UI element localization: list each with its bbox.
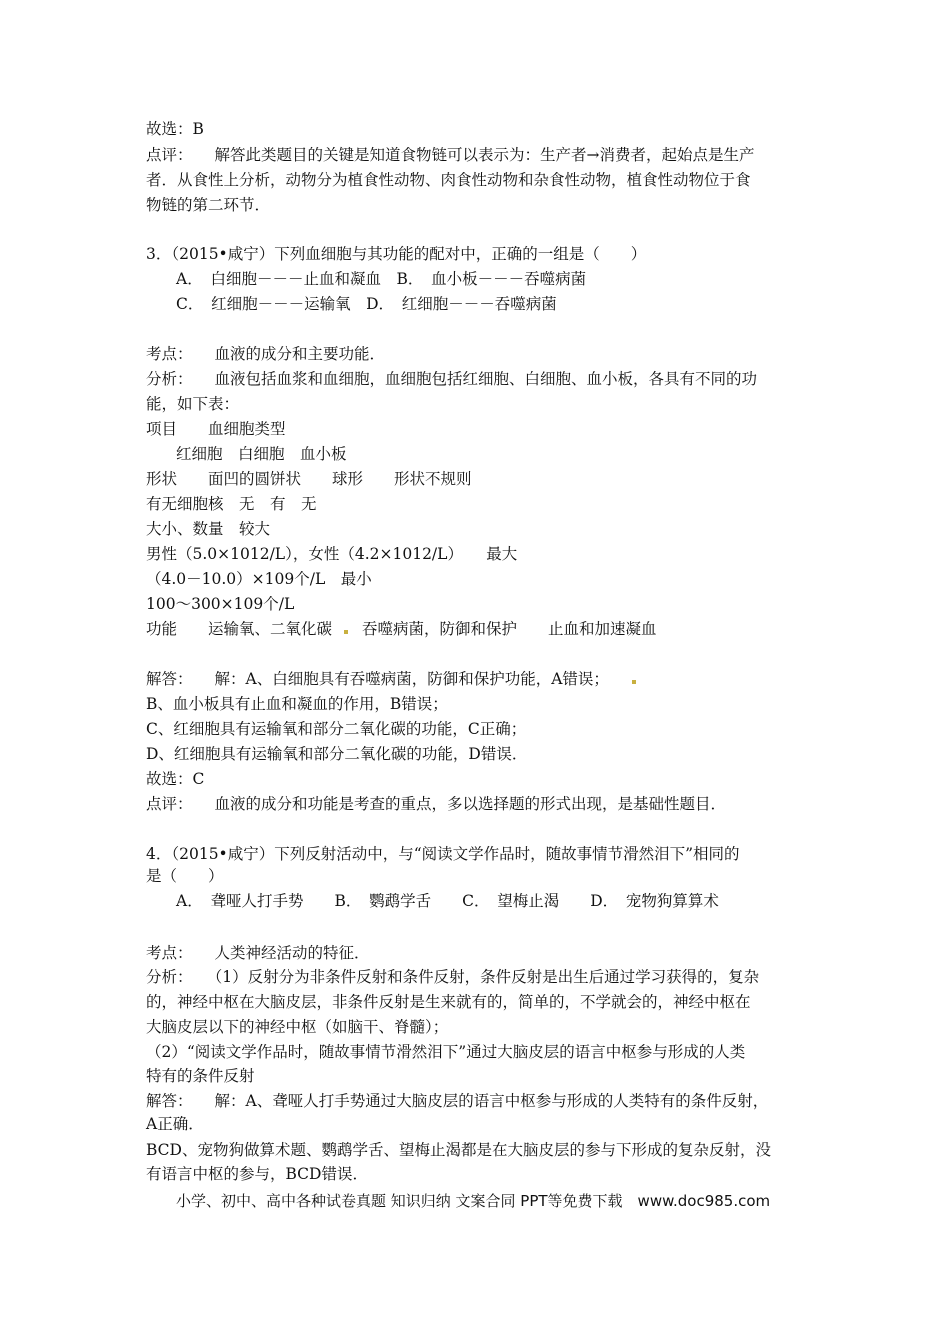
q4-stem-line-1: 4．（2015•咸宁）下列反射活动中，与“阅读文学作品时，随故事情节滑然泪下”相同的 <box>146 845 740 863</box>
q4-point: 人类神经活动的特征． <box>214 944 370 962</box>
q3-answer-line-1 <box>146 669 609 689</box>
q3-table-line-3: 形状 面凹的圆饼状 球形 形状不规则 <box>146 470 472 488</box>
q4-stem-line-2: 是（ ） <box>146 867 224 885</box>
prev-choice: 故选：B <box>146 120 204 138</box>
q3-analysis-text-1: 血液包括血浆和血细胞，血细胞包括红细胞、白细胞、血小板，各具有不同的功 <box>214 370 758 388</box>
q3-analysis-line-1 <box>146 369 757 389</box>
q4-analysis-line-4: （2）“阅读文学作品时，随故事情节滑然泪下”通过大脑皮层的语言中枢参与形成的人类 <box>146 1043 746 1061</box>
q3-point-label: 考点： <box>146 345 193 363</box>
q3-options-row-2: C． 红细胞－－－运输氧 D． 红细胞－－－吞噬病菌 <box>176 295 557 313</box>
q3-table-line-9b: 吞噬病菌，防御和保护 止血和加速凝血 <box>362 620 657 638</box>
prev-comment-line-2: 者．从食性上分析，动物分为植食性动物、肉食性动物和杂食性动物，植食性动物位于食 <box>146 171 751 189</box>
q4-answer-label: 解答： <box>146 1092 193 1110</box>
q4-point-line <box>146 943 370 963</box>
q3-table-line-7: （4.0－10.0）×109个/L 最小 <box>146 570 372 588</box>
q4-options: A． 聋哑人打手势 B． 鹦鹉学舌 C． 望梅止渴 D． 宠物狗算算术 <box>176 892 719 910</box>
q4-answer-line-3: BCD、宠物狗做算术题、鹦鹉学舌、望梅止渴都是在大脑皮层的参与下形成的复杂反射，没 <box>146 1141 771 1159</box>
q3-answer-line-2: B、血小板具有止血和凝血的作用，B错误； <box>146 695 448 713</box>
q3-options-row-1: A． 白细胞－－－止血和凝血 B． 血小板－－－吞噬病菌 <box>176 270 587 288</box>
q3-stem: 3．（2015•咸宁）下列血细胞与其功能的配对中，正确的一组是（ ） <box>146 245 647 263</box>
q3-table-line-9a: 功能 运输氧、二氧化碳 <box>146 620 333 638</box>
q3-comment-line <box>146 794 726 814</box>
q3-table-line-9 <box>146 619 657 639</box>
q3-table-line-5: 大小、数量 较大 <box>146 520 271 538</box>
q3-comment-label: 点评： <box>146 795 193 813</box>
prev-comment-text-1: 解答此类题目的关键是知道食物链可以表示为：生产者→消费者，起始点是生产 <box>214 146 755 164</box>
q3-answer-line-3: C、红细胞具有运输氧和部分二氧化碳的功能，C正确； <box>146 720 527 738</box>
q4-analysis-line-3: 大脑皮层以下的神经中枢（如脑干、脊髓）； <box>146 1018 449 1036</box>
q3-table-line-6: 男性（5.0×1012/L），女性（4.2×1012/L） 最大 <box>146 545 518 563</box>
page-footer: 小学、初中、高中各种试卷真题 知识归纳 文案合同 PPT等免费下载 www.doc985.com <box>176 1192 771 1210</box>
q3-point-line <box>146 344 385 364</box>
speck-mark <box>344 630 348 634</box>
q3-comment: 血液的成分和功能是考查的重点，多以选择题的形式出现，是基础性题目． <box>214 795 727 813</box>
q3-choice: 故选：C <box>146 770 205 788</box>
q4-answer-line-4: 有语言中枢的参与，BCD错误． <box>146 1165 368 1183</box>
q4-point-label: 考点： <box>146 944 193 962</box>
q4-analysis-label: 分析： <box>146 968 193 986</box>
q3-table-line-4: 有无细胞核 无 有 无 <box>146 495 317 513</box>
q4-answer-line-2: A正确． <box>146 1115 204 1133</box>
speck-mark-2 <box>632 680 636 684</box>
q4-analysis-line-1 <box>146 967 759 987</box>
q3-answer-line-4: D、红细胞具有运输氧和部分二氧化碳的功能，D错误． <box>146 745 528 763</box>
prev-comment-line-3: 物链的第二环节． <box>146 196 271 214</box>
q4-analysis-line-5: 特有的条件反射 <box>146 1067 255 1085</box>
q4-answer-line-1 <box>146 1091 768 1111</box>
q3-analysis-line-2: 能，如下表： <box>146 395 240 413</box>
q3-analysis-label: 分析： <box>146 370 193 388</box>
q3-table-line-1: 项目 血细胞类型 <box>146 420 286 438</box>
prev-comment-line-1 <box>146 145 755 165</box>
q3-answer-label: 解答： <box>146 670 193 688</box>
q3-point: 血液的成分和主要功能． <box>214 345 386 363</box>
q3-answer-text-1: 解：A、白细胞具有吞噬病菌，防御和保护功能，A错误； <box>214 670 609 688</box>
q4-analysis-line-2: 的，神经中枢在大脑皮层，非条件反射是生来就有的，简单的，不学就会的，神经中枢在 <box>146 993 751 1011</box>
q3-table-line-8: 100～300×109个/L <box>146 595 295 613</box>
q3-table-line-2: 红细胞 白细胞 血小板 <box>176 445 347 463</box>
q4-analysis-text-1: （1）反射分为非条件反射和条件反射，条件反射是出生后通过学习获得的，复杂 <box>214 968 760 986</box>
q4-answer-text-1: 解：A、聋哑人打手势通过大脑皮层的语言中枢参与形成的人类特有的条件反射， <box>214 1092 769 1110</box>
prev-comment-label: 点评： <box>146 146 193 164</box>
